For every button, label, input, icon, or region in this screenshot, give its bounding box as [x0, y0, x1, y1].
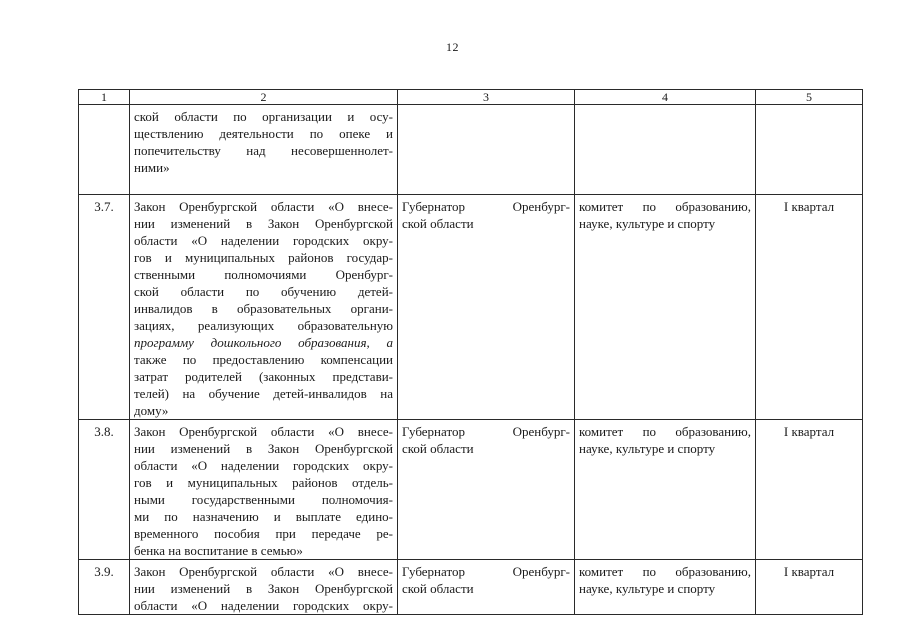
law-title-line: инвалидов в образовательных органи- [134, 301, 393, 316]
executor-line: науке, культуре и спорту [579, 216, 716, 231]
responsible-line: ской области [402, 441, 474, 456]
law-title-line: ми по назначению и выплате едино- [134, 509, 393, 524]
page-number: 12 [446, 40, 459, 54]
law-title-line: попечительству над несовершеннолет- [134, 143, 393, 158]
executor-cell [575, 560, 756, 615]
executor-line: комитет по образованию, [579, 564, 751, 579]
law-title-line: области «О наделении городских окру- [134, 458, 393, 473]
responsible-line: Губернатор Оренбург- [402, 564, 570, 579]
law-title-line: гов и муниципальных районов отдель- [134, 475, 393, 490]
responsible-line: ской области [402, 581, 474, 596]
column-number-3: 3 [398, 90, 575, 105]
law-title-line: области «О наделении городских окру- [134, 233, 393, 248]
law-title-line: Закон Оренбургской области «О внесе- [134, 424, 393, 439]
responsible-line: Губернатор Оренбург- [402, 424, 570, 439]
law-title-line: дому» [134, 403, 169, 418]
law-title-cell [130, 560, 398, 615]
law-title-line: затрат родителей (законных представи- [134, 369, 393, 384]
table-row [79, 195, 863, 420]
executor-cell [575, 195, 756, 420]
column-number-5: 5 [756, 90, 863, 105]
row-number: 3.7. [79, 195, 130, 420]
law-title-line: гов и муниципальных районов государ- [134, 250, 393, 265]
executor-line: науке, культуре и спорту [579, 441, 716, 456]
executor-cell [575, 105, 756, 195]
responsible-cell [398, 195, 575, 420]
law-title-line: Закон Оренбургской области «О внесе- [134, 564, 393, 579]
law-title-line: зациях, реализующих образовательную [134, 318, 393, 333]
law-title-line: нии изменений в Закон Оренбургской [134, 581, 393, 596]
responsible-cell [398, 420, 575, 560]
column-number-2: 2 [130, 90, 398, 105]
law-title-line: временного пособия при передаче ре- [134, 526, 393, 541]
responsible-cell [398, 105, 575, 195]
term-cell: I квартал [756, 420, 863, 560]
executor-cell [575, 420, 756, 560]
law-title-line: ществлению деятельности по опеке и [134, 126, 393, 141]
executor-line: науке, культуре и спорту [579, 581, 716, 596]
law-title-cell [130, 195, 398, 420]
law-title-line: ственными полномочиями Оренбург- [134, 267, 393, 282]
law-title-line: области «О наделении городских окру- [134, 598, 393, 613]
law-title-line: ними» [134, 160, 170, 175]
law-title-line: телей) на обучение детей-инвалидов на [134, 386, 393, 401]
responsible-line: Губернатор Оренбург- [402, 199, 570, 214]
term-cell: I квартал [756, 195, 863, 420]
law-title-line: также по предоставлению компенсации [134, 352, 393, 367]
law-title-cell [130, 105, 398, 195]
column-number-row [79, 90, 863, 105]
column-number-1: 1 [79, 90, 130, 105]
table-row [79, 560, 863, 615]
law-title-line: ными государственными полномочия- [134, 492, 393, 507]
law-title-line: программу дошкольного образования, а [134, 335, 393, 350]
term-cell [756, 105, 863, 195]
row-number: 3.9. [79, 560, 130, 615]
law-title-line: бенка на воспитание в семью» [134, 543, 303, 558]
table-row [79, 420, 863, 560]
plan-table [78, 89, 863, 615]
law-title-line: ской области по организации и осу- [134, 109, 393, 124]
executor-line: комитет по образованию, [579, 199, 751, 214]
law-title-line: нии изменений в Закон Оренбургской [134, 216, 393, 231]
responsible-cell [398, 560, 575, 615]
responsible-line: ской области [402, 216, 474, 231]
row-number: 3.8. [79, 420, 130, 560]
table-row [79, 105, 863, 195]
executor-line: комитет по образованию, [579, 424, 751, 439]
law-title-line: нии изменений в Закон Оренбургской [134, 441, 393, 456]
row-number [79, 105, 130, 195]
column-number-4: 4 [575, 90, 756, 105]
law-title-cell [130, 420, 398, 560]
law-title-line: Закон Оренбургской области «О внесе- [134, 199, 393, 214]
term-cell: I квартал [756, 560, 863, 615]
law-title-line: ской области по обучению детей- [134, 284, 393, 299]
